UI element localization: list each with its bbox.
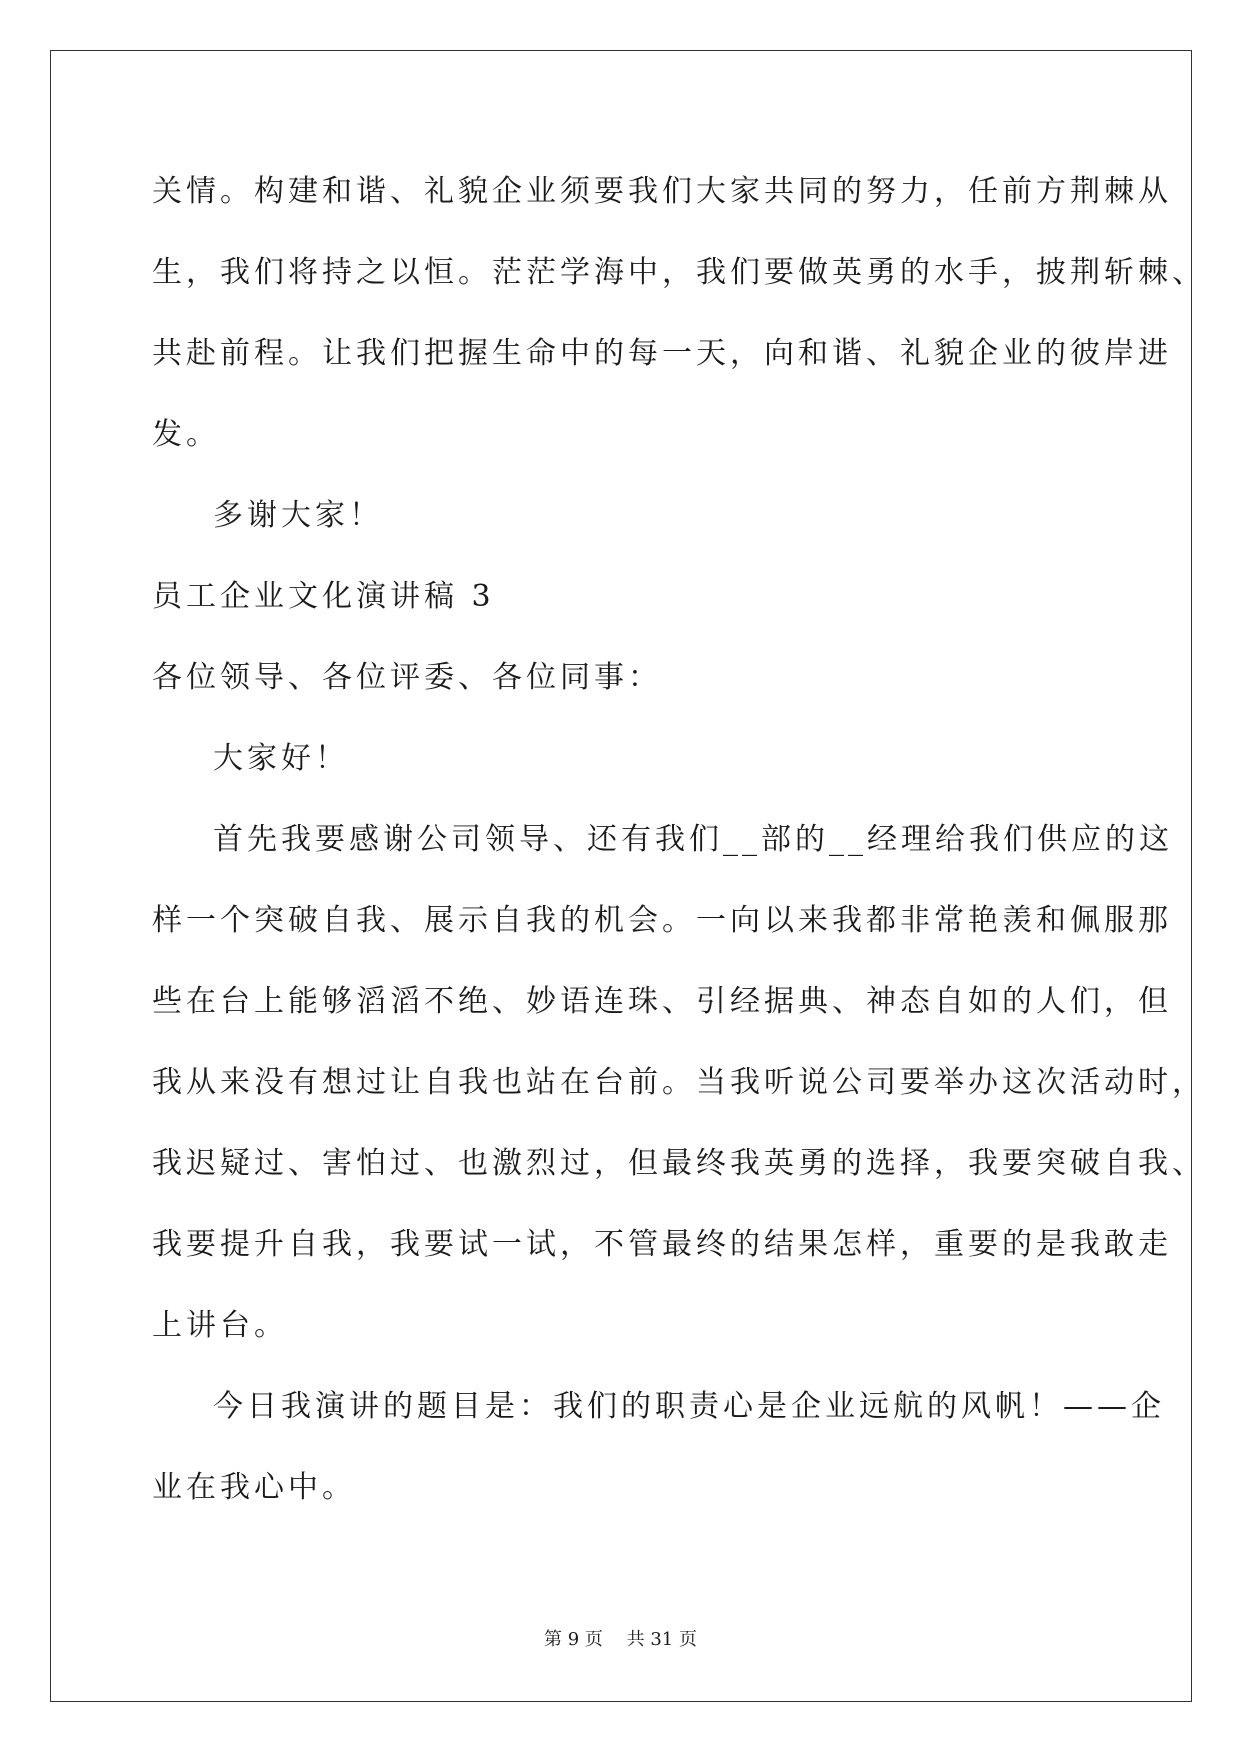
body-text-line: 我迟疑过、害怕过、也激烈过，但最终我英勇的选择，我要突破自我、 (152, 1146, 1206, 1181)
body-text-line: 首先我要感谢公司领导、还有我们__部的__经理给我们供应的这 (213, 822, 1173, 857)
salutation: 各位领导、各位评委、各位同事： (152, 660, 662, 695)
greeting: 大家好！ (213, 741, 349, 776)
section-heading: 员工企业文化演讲稿 3 (152, 579, 495, 614)
body-text-line: 发。 (152, 417, 220, 452)
body-text-line: 上讲台。 (152, 1308, 288, 1343)
page-number-footer: 第 9 页 共 31 页 (544, 1629, 697, 1650)
body-text-line: 今日我演讲的题目是：我们的职责心是企业远航的风帆！——企 (213, 1389, 1165, 1424)
body-text-line: 样一个突破自我、展示自我的机会。一向以来我都非常艳羡和佩服那 (152, 903, 1172, 938)
closing-remark: 多谢大家！ (213, 498, 383, 533)
body-text-line: 生，我们将持之以恒。茫茫学海中，我们要做英勇的水手，披荆斩棘、 (152, 255, 1206, 290)
body-text-line: 些在台上能够滔滔不绝、妙语连珠、引经据典、神态自如的人们，但 (152, 984, 1172, 1019)
body-text-line: 我要提升自我，我要试一试，不管最终的结果怎样，重要的是我敢走 (152, 1227, 1172, 1262)
body-text-line: 我从来没有想过让自我也站在台前。当我听说公司要举办这次活动时， (152, 1065, 1206, 1100)
body-text-line: 关情。构建和谐、礼貌企业须要我们大家共同的努力，任前方荆棘从 (152, 174, 1172, 209)
page-border (50, 50, 1192, 1702)
body-text-line: 业在我心中。 (152, 1470, 356, 1505)
body-text-line: 共赴前程。让我们把握生命中的每一天，向和谐、礼貌企业的彼岸进 (152, 336, 1172, 371)
